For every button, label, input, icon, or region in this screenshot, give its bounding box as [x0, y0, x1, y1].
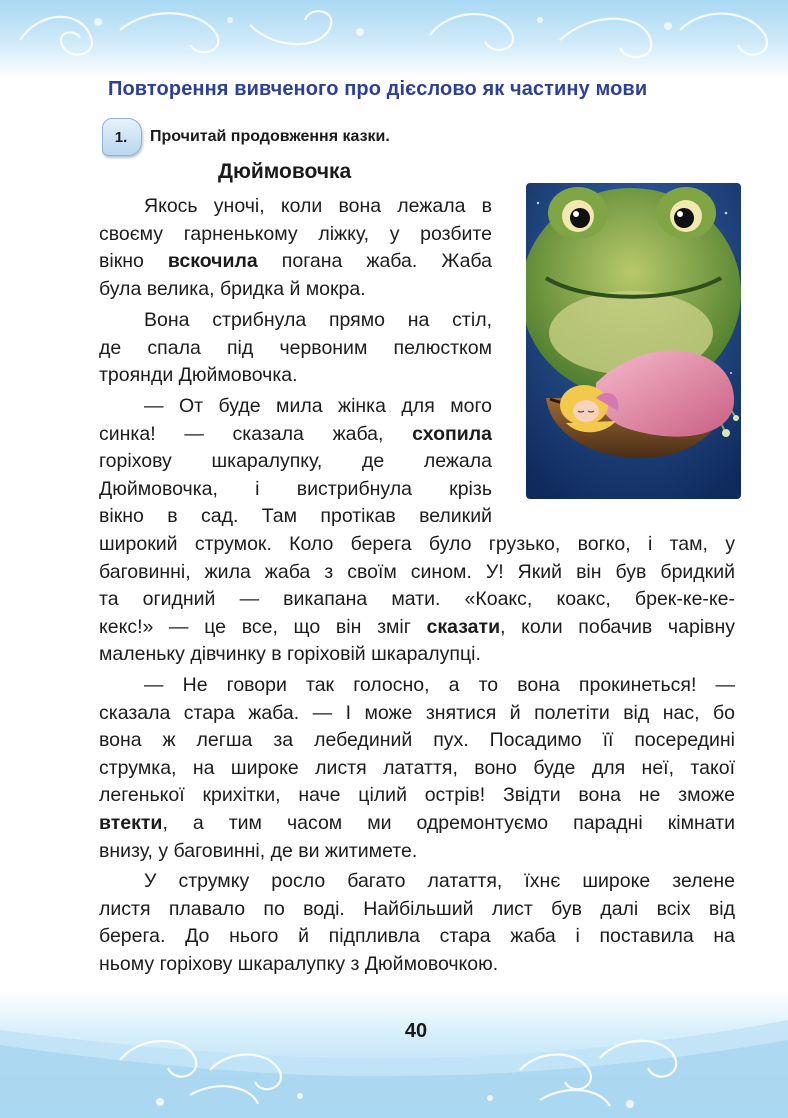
emphasized-verb: сказати — [426, 615, 501, 638]
story-line — [99, 362, 492, 390]
story-line — [99, 923, 735, 951]
story-line — [99, 782, 735, 810]
story-line — [99, 838, 735, 866]
story-text: берега. До нього й підпливла стара жаба і поставила на — [99, 925, 735, 948]
story-text: — От буде мила жінка для мого — [144, 395, 492, 417]
story-text: У струмку росло багато латаття, їхнє широке зелене — [144, 870, 735, 892]
story-text: — Не говори так голосно, а то вона прокинеться! — — [144, 674, 735, 696]
story-text: погана жаба. Жаба — [257, 250, 492, 273]
story-line — [144, 868, 735, 896]
story-line — [99, 727, 735, 755]
story-text: ньому горіхову шкаралупку з Дюймовочкою. — [99, 952, 499, 975]
story-text: синка! — сказала жаба, — [99, 422, 413, 445]
story-text: була велика, бридка й мокра. — [99, 277, 366, 300]
story-line — [144, 193, 492, 221]
story-line — [99, 586, 735, 614]
story-line — [144, 307, 492, 335]
story-line — [144, 672, 735, 700]
story-line — [99, 614, 735, 642]
story-title: Дюймовочка — [218, 160, 352, 183]
story-text: троянди Дюймовочка. — [99, 364, 298, 387]
story-text: листя плавало по воді. Найбільший лист був далі всіх від — [99, 897, 735, 920]
story-line — [99, 531, 735, 559]
story-line — [99, 221, 492, 249]
story-text: сказала стара жаба. — І може знятися й полетіти від нас, бо — [99, 701, 735, 724]
story-line — [144, 393, 492, 421]
story-text: вікно в сад. Там протікав великий — [99, 505, 492, 528]
story-line — [99, 951, 735, 979]
story-text: своєму гарненькому ліжку, у розбите — [99, 222, 492, 245]
story-text: де спала під червоним пелюстком — [99, 336, 492, 359]
story-text: маленьку дівчинку в горіховій шкаралупці. — [99, 643, 481, 666]
top-ornament-icon — [0, 0, 788, 78]
page-heading: Повторення вивченого про дієслово як частину мови — [108, 78, 648, 100]
story-text: , а тим часом ми одремонтуємо парадні кімнати — [162, 812, 735, 834]
story-text: баговинні, жила жаба з своїм сином. У! Який він був бридкий — [99, 560, 735, 583]
story-text: кекс!» — це все, що він зміг — [99, 615, 427, 638]
story-line — [99, 755, 735, 783]
story-text: Дюймовочка, і вистрибнула крізь — [99, 477, 492, 500]
task-instruction: Прочитай продовження казки. — [150, 128, 390, 145]
task-number-badge — [102, 118, 142, 156]
story-text: , коли побачив чарівну — [500, 615, 735, 638]
story-line — [99, 896, 735, 924]
task-number: 1. — [114, 129, 128, 146]
story-text: широкий струмок. Коло берега було грузько, вогко, і там, у — [99, 533, 735, 555]
story-line — [99, 248, 492, 276]
story-text: вона ж легша за лебединий пух. Посадимо її посередині — [99, 729, 735, 752]
story-line — [99, 476, 492, 504]
story-text: внизу, у баговинні, де ви житимете. — [99, 839, 418, 862]
story-line — [99, 559, 735, 587]
story-line — [99, 641, 735, 669]
story-text: легенької крихітки, наче цілий острів! Звідти вона не зможе — [99, 784, 735, 807]
top-decorative-band — [0, 0, 788, 78]
story-line — [99, 503, 492, 531]
story-text: вікно — [99, 250, 168, 273]
story-text: струмка, на широке листя латаття, воно буде для неї, такої — [99, 756, 735, 779]
story-line — [99, 276, 492, 304]
story-line — [99, 700, 735, 728]
emphasized-verb: втекти — [99, 812, 163, 834]
story-line — [99, 810, 735, 838]
emphasized-verb: вскочила — [167, 250, 258, 273]
emphasized-verb: схопила — [412, 422, 492, 445]
story-line — [99, 335, 492, 363]
story-text: та огидний — викапана мати. «Коакс, коакс, брек-ке-ке- — [99, 588, 735, 611]
story-text: Вона стрибнула прямо на стіл, — [144, 309, 492, 331]
story-line — [99, 421, 492, 449]
story-text: Якось уночі, коли вона лежала в — [144, 195, 492, 217]
page-number: 40 — [404, 1020, 428, 1042]
story-line — [99, 448, 492, 476]
bottom-ornament-icon — [0, 1000, 788, 1118]
story-text: горіхову шкаралупку, де лежала — [99, 450, 492, 473]
frog-and-thumbelina-illustration — [526, 183, 741, 499]
